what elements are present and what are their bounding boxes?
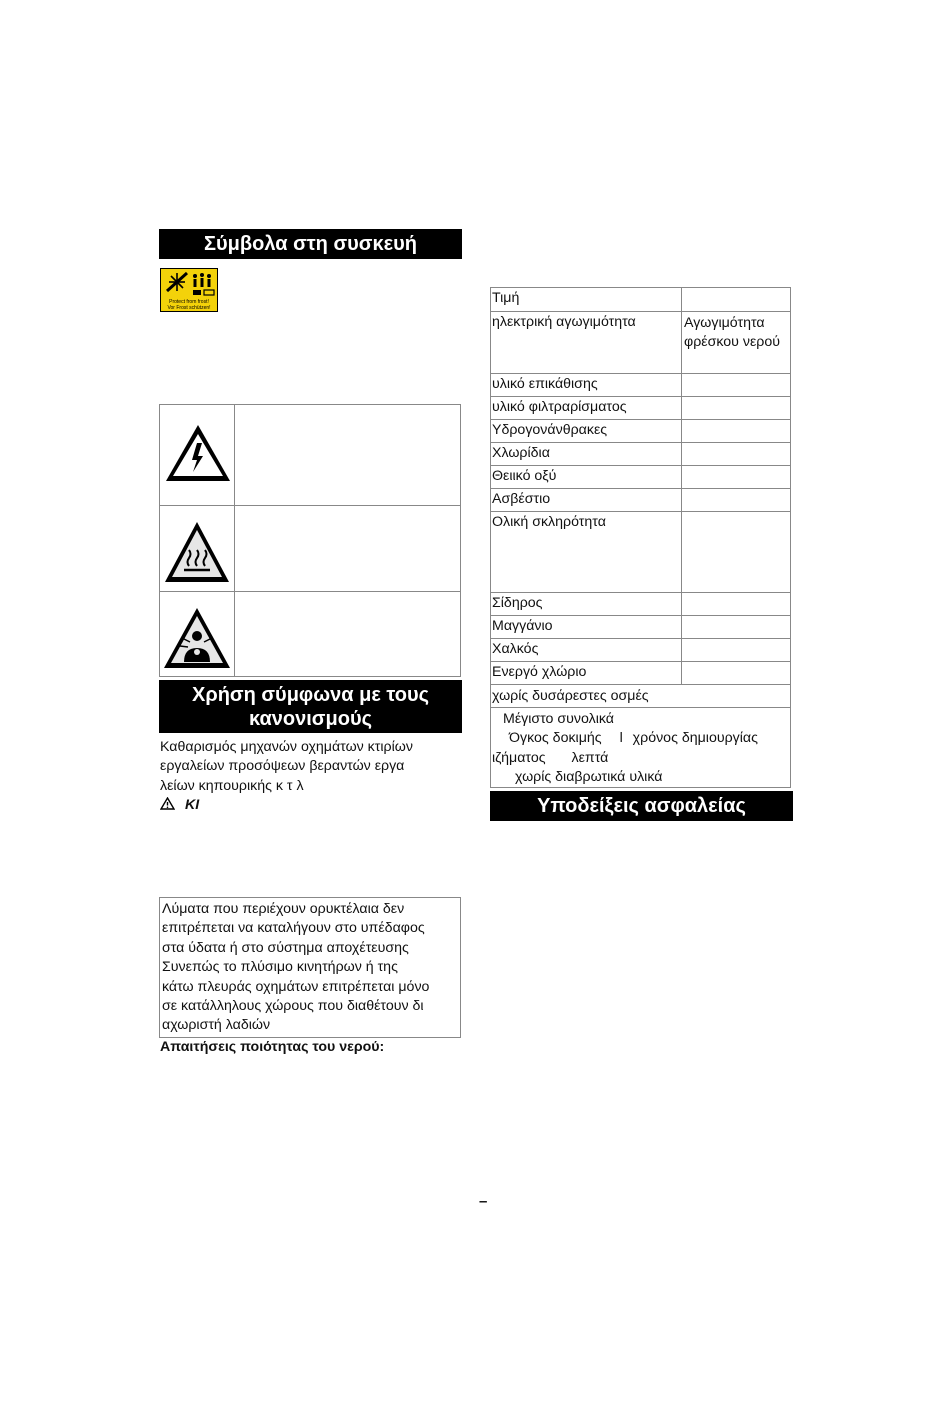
warning-word: ΚΙ — [184, 797, 200, 813]
heading-symbols: Σύμβολα στη συσκευή — [159, 229, 462, 259]
table-row — [491, 615, 790, 638]
row-label: Ενεργό χλώριο — [492, 664, 587, 680]
settle-line2c: χρόνος δημιουργίας — [632, 730, 758, 747]
warning-row-steam — [160, 591, 460, 677]
row-label: Χλωρίδια — [492, 445, 550, 461]
oil-line-5: κάτω πλευράς οχημάτων επιτρέπεται μόνο — [162, 978, 430, 995]
hot-surface-icon — [160, 506, 234, 592]
oil-notice-box — [159, 897, 461, 1038]
corrosive-label: χωρίς διαβρωτικά υλικά — [515, 769, 663, 786]
table-row — [491, 419, 790, 442]
oil-line-6: σε κατάλληλους χώρους που διαθέτουν δι — [162, 998, 424, 1015]
row-label: Ασβέστιο — [492, 491, 551, 507]
warning-row-hot-surface — [160, 505, 460, 592]
frost-label-line1: Protect from frost! — [169, 299, 209, 305]
table-row — [491, 511, 790, 592]
oil-line-4: Συνεπώς το πλύσιμο κινητήρων ή της — [162, 959, 398, 976]
table-row — [491, 684, 790, 707]
high-voltage-icon — [160, 405, 234, 505]
table-row — [491, 311, 790, 373]
settle-line3b: λεπτά — [571, 749, 609, 766]
warning-row-voltage — [160, 405, 460, 505]
table-row — [491, 592, 790, 615]
heading-proper-use-line2: κανονισμούς — [249, 708, 372, 730]
settle-line2a: Όγκος δοκιμής — [509, 730, 602, 747]
row-label: Χαλκός — [492, 641, 539, 657]
settle-line1: Μέγιστο συνολικά — [503, 711, 614, 727]
page-marker: – — [479, 1193, 488, 1210]
heading-proper-use-line1: Χρήση σύμφωνα με τους — [191, 684, 430, 706]
conductivity-value-line2: φρέσκου νερού — [684, 334, 781, 351]
table-row — [491, 442, 790, 465]
row-label: υλικό φιλτραρίσματος — [492, 399, 627, 415]
proper-use-line3: λείων κηπουρικής κ τ λ — [160, 777, 304, 794]
value-header: Τιμή — [492, 290, 520, 306]
heading-proper-use — [159, 680, 462, 733]
oil-line-3: στα ύδατα ή στο σύστημα αποχέτευσης — [162, 939, 409, 956]
row-label: Υδρογονάνθρακες — [492, 422, 608, 438]
proper-use-text — [160, 738, 460, 796]
table-row — [491, 707, 790, 787]
proper-use-line2: εργαλείων προσόψεων βεραντών εργα — [160, 758, 405, 775]
table-row — [491, 465, 790, 488]
row-label: Μαγγάνιο — [492, 618, 553, 634]
settle-line2b: l — [619, 730, 623, 747]
water-quality-table — [490, 287, 791, 788]
frost-label-line2: Vor Frost schützen! — [167, 305, 211, 311]
frost-protection-label — [160, 268, 218, 312]
row-label: υλικό επικάθισης — [492, 376, 598, 392]
hardness-label: Ολική σκληρότητα — [492, 514, 606, 530]
warning-triangle-icon — [160, 797, 175, 810]
frost-symbols-icon — [161, 269, 217, 311]
conductivity-label: ηλεκτρική αγωγιμότητα — [492, 314, 636, 330]
oil-line-7: αχωριστή λαδιών — [162, 1017, 271, 1034]
warning-note — [160, 796, 199, 815]
row-label: Θειικό οξύ — [492, 468, 557, 484]
heading-safety: Υποδείξεις ασφαλείας — [490, 791, 793, 821]
proper-use-line1: Καθαρισμός μηχανών οχημάτων κτιρίων — [160, 739, 413, 755]
conductivity-value-line1: Αγωγιμότητα — [684, 315, 765, 331]
settle-line3a: ιζήματος — [492, 749, 546, 766]
row-label: Σίδηρος — [492, 595, 543, 611]
table-row — [491, 373, 790, 396]
warning-symbols-table — [159, 404, 461, 677]
oil-line-1: Λύματα που περιέχουν ορυκτέλαια δεν — [162, 901, 405, 917]
table-row — [491, 396, 790, 419]
hot-steam-hazard-icon — [160, 592, 234, 677]
sediment-cell — [491, 708, 790, 788]
table-row — [491, 661, 790, 684]
odour-label: χωρίς δυσάρεστες οσμές — [492, 688, 649, 704]
table-row — [491, 288, 790, 311]
table-row — [491, 488, 790, 511]
table-row — [491, 638, 790, 661]
water-requirements-heading: Απαιτήσεις ποιότητας του νερού: — [160, 1039, 385, 1055]
oil-line-2: επιτρέπεται να καταλήγουν στο υπέδαφος — [162, 920, 425, 937]
